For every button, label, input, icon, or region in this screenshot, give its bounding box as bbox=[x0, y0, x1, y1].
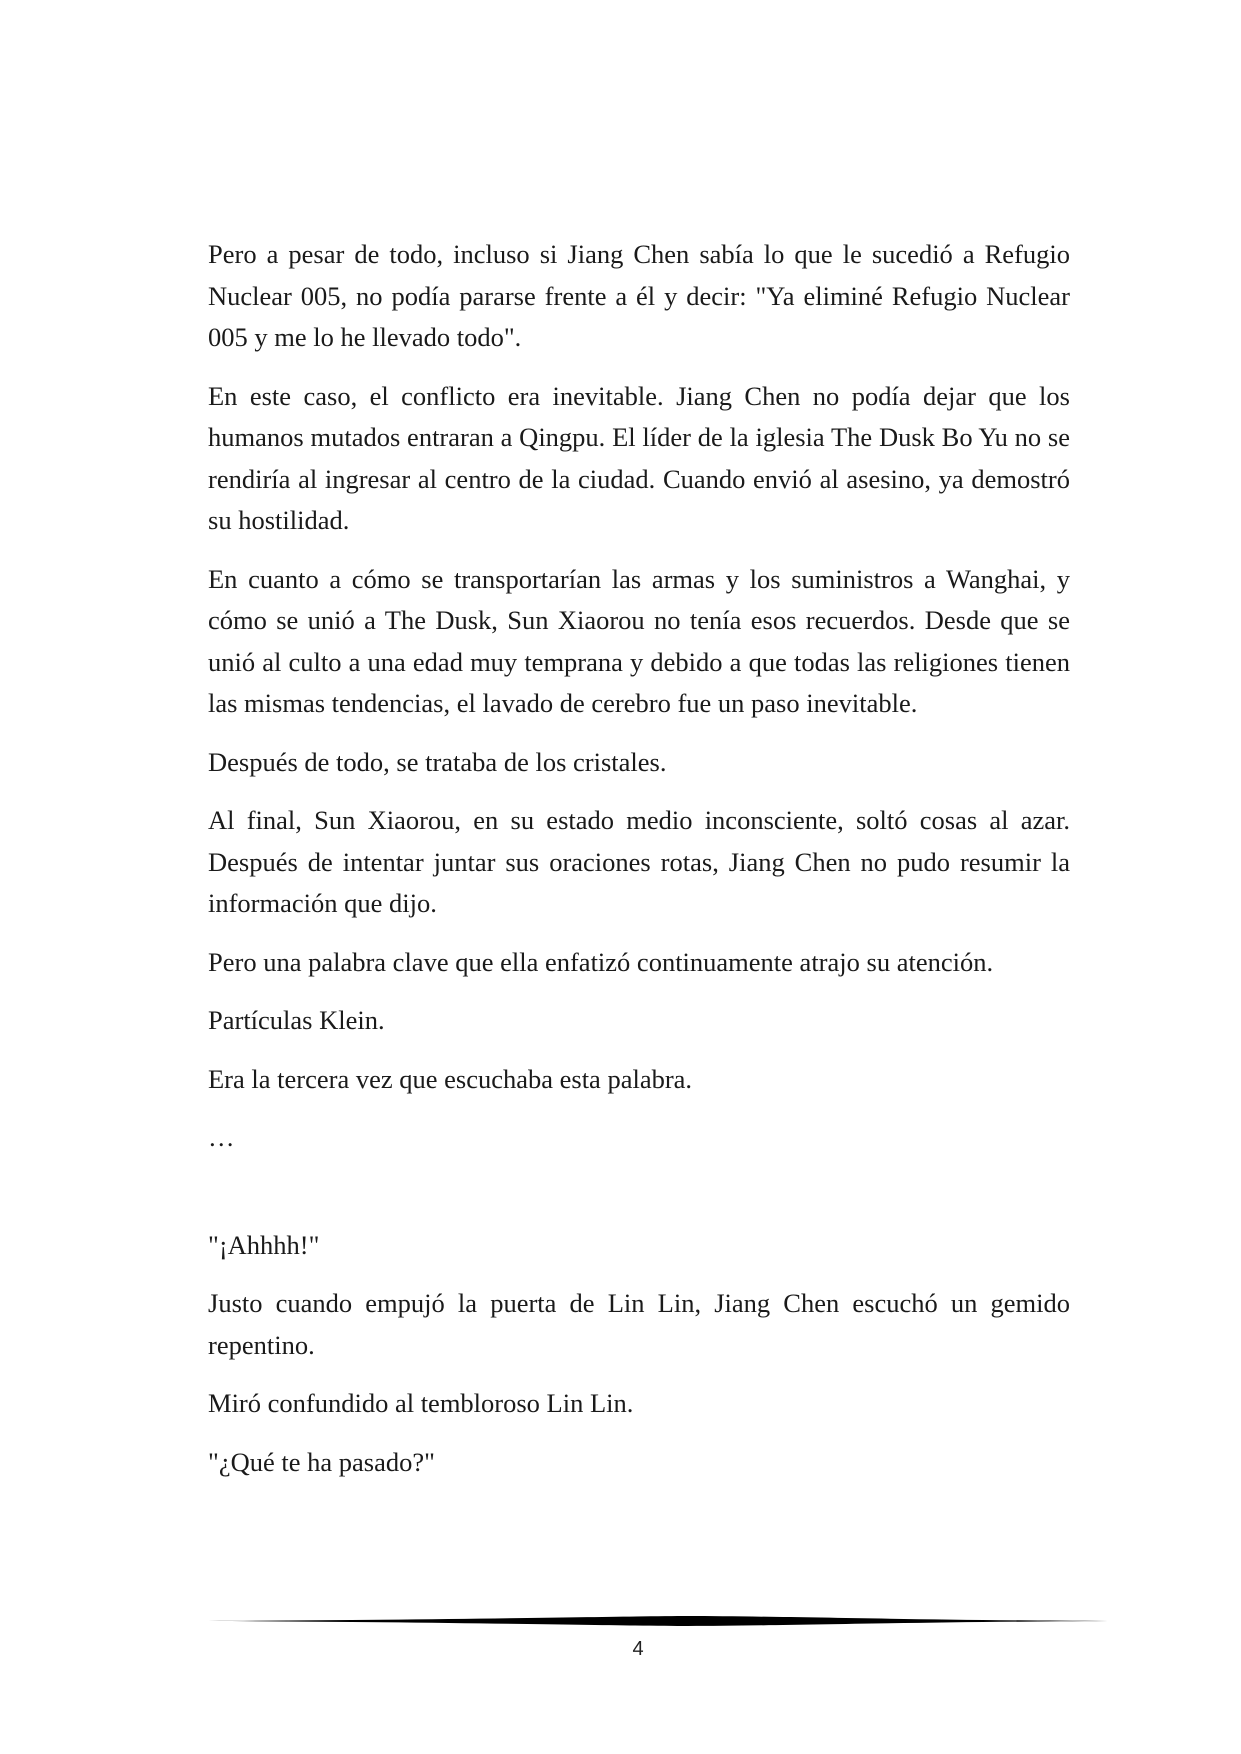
scene-separator: … bbox=[208, 1122, 235, 1152]
paragraph: Después de todo, se trataba de los cristales. bbox=[208, 746, 667, 777]
paragraph: Miró confundido al tembloroso Lin Lin. bbox=[208, 1388, 634, 1418]
paragraph: Al final, Sun Xiaorou, en su estado medio inconsciente, soltó cosas al azar. Después de intentar juntar sus oraciones rotas, Jiang Chen no pudo resumir la información que dijo. bbox=[208, 805, 1070, 918]
paragraph: Pero una palabra clave que ella enfatizó continuamente atrajo su atención. bbox=[208, 946, 994, 977]
paragraph: "¿Qué te ha pasado?" bbox=[208, 1446, 435, 1477]
paragraph: Era la tercera vez que escuchaba esta palabra. bbox=[208, 1063, 693, 1094]
body-text bbox=[208, 234, 1070, 1500]
paragraph: Justo cuando empujó la puerta de Lin Lin, Jiang Chen escuchó un gemido repentino. bbox=[208, 1288, 1070, 1360]
paragraph: Partículas Klein. bbox=[208, 1005, 385, 1035]
paragraph: "¡Ahhhh!" bbox=[208, 1229, 320, 1260]
paragraph: En cuanto a cómo se transportarían las armas y los suministros a Wanghai, y cómo se unió a The Dusk, Sun Xiaorou no tenía esos recuerdos. Desde que se unió al culto a una edad muy temprana y debido a que todas las religiones tienen las mismas tendencias, el lavado de cerebro fue un paso inevitable. bbox=[208, 563, 1070, 718]
paragraph: En este caso, el conflicto era inevitable. Jiang Chen no podía dejar que los humanos mutados entraran a Qingpu. El líder de la iglesia The Dusk Bo Yu no se rendiría al ingresar al centro de la ciudad. Cuando envió al asesino, ya demostró su hostilidad. bbox=[208, 380, 1070, 535]
section-gap bbox=[208, 1159, 1070, 1225]
page-number: 4 bbox=[632, 1638, 644, 1660]
footer-divider bbox=[208, 1615, 1108, 1627]
paragraph: Pero a pesar de todo, incluso si Jiang Chen sabía lo que le sucedió a Refugio Nuclear 005, no podía pararse frente a él y decir: "Ya eliminé Refugio Nuclear 005 y me lo he llevado todo". bbox=[208, 239, 1070, 352]
